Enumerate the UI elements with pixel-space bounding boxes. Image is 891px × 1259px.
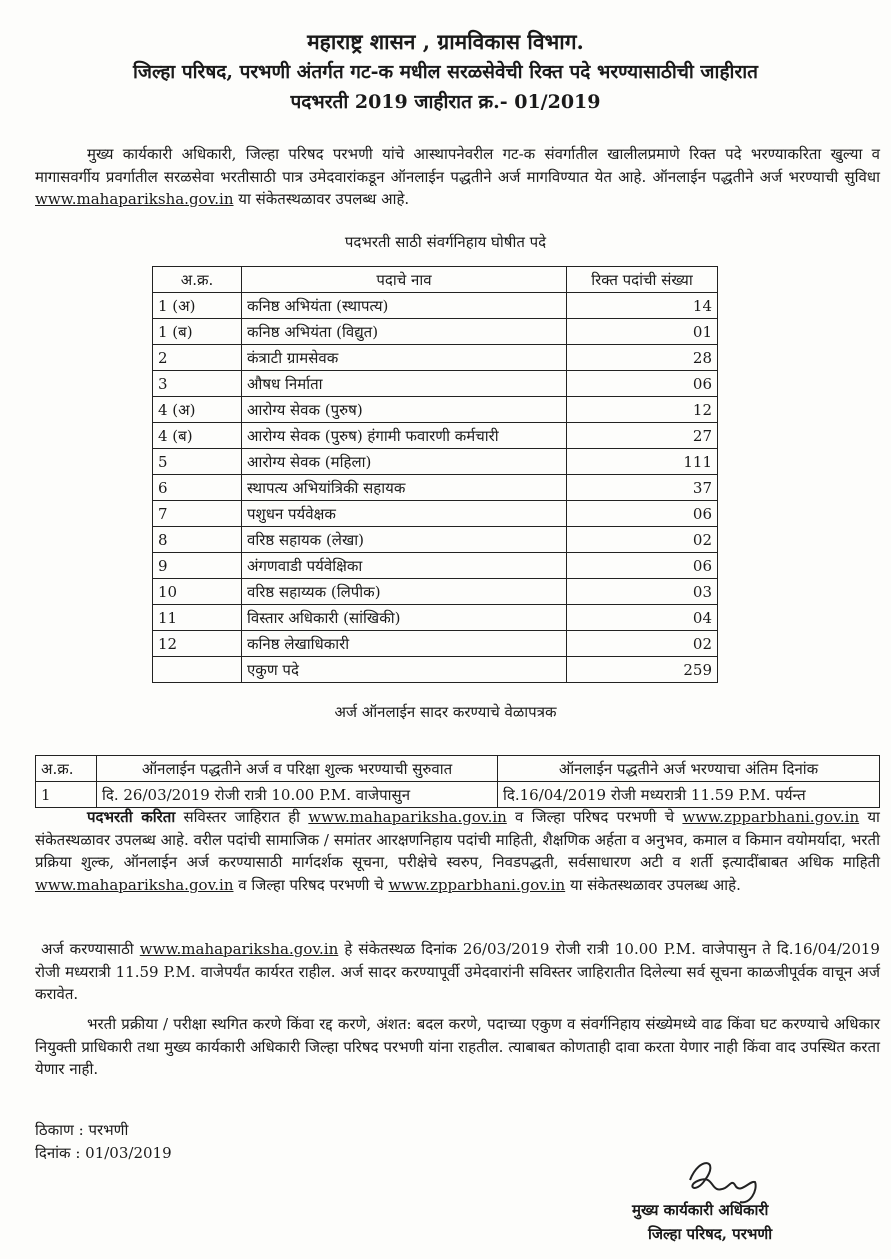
vacancies-cell: 02 [567,631,718,657]
header-start: ऑनलाईन पद्धतीने अर्ज व परिक्षा शुल्क भरण्याची सुरुवात [97,756,498,782]
post-name-cell: अंगणवाडी पर्यवेक्षिका [242,553,567,579]
post-name-cell: वरिष्ठ सहाय्यक (लिपीक) [242,579,567,605]
header-serial: अ.क्र. [36,756,97,782]
vacancies-cell: 111 [567,449,718,475]
schedule-serial: 1 [36,782,97,808]
intro-paragraph [35,143,880,211]
details-text: हे संकेतस्थळ दिनांक 26/03/2019 रोजी रात्री 10.00 P.M. वाजेपासुन ते दि.16/04/2019 रोजी मध्यरात्री 11.59 P.M. वाजेपर्यंत कार्यरत राहील. अर्ज सादर करण्यापूर्वी उमेदवारांनी सविस्तर जाहिरातीत दिलेल्या सर्व सूचना काळजीपूर्वक वाचून अर्ज करावेत. [35,940,880,1003]
rights-paragraph: भरती प्रक्रीया / परीक्षा स्थगित करणे किंवा रद्द करणे, अंशत: बदल करणे, पदाच्या एकुण व संवर्गनिहाय संख्येमध्ये वाढ किंवा घट करण्याचे अधिकार नियुक्ती प्राधिकारी तथा मुख्य कार्यकारी अधिकारी जिल्हा परिषद परभणी यांना राहतील. त्याबाबत कोणताही दावा करता येणार नाही किंवा वाद उपस्थित करता येणार नाही. [35,1015,880,1078]
mahapariksha-link[interactable]: www.mahapariksha.gov.in [308,808,507,826]
serial-cell: 6 [153,475,242,501]
zpparbhani-link[interactable]: www.zpparbhani.gov.in [388,875,566,894]
serial-cell: 4 (ब) [153,423,242,449]
details-text: या संकेतस्थळावर उपलब्ध आहे. वरील पदांची सामाजिक / समांतर आरक्षणनिहाय पदांची माहिती, शैक्षणिक अर्हता व अनुभव, कमाल व किमान वयोमर्यादा, भरती प्रक्रिया शुल्क, ऑनलाईन अर्ज करण्यासाठी मार्गदर्शक सूचना, परीक्षेचे स्वरुप, निवडपद्धती, सर्वसाधारण अटी व शर्ती इत्यादींबाबत अधिक माहिती [35,808,880,871]
serial-cell: 3 [153,371,242,397]
vacancies-cell: 12 [567,397,718,423]
mahapariksha-link[interactable]: www.mahapariksha.gov.in [35,190,234,208]
posts-table [152,266,718,683]
serial-cell: 1 (ब) [153,319,242,345]
header-vacancies: रिक्त पदांची संख्या [567,267,718,293]
details-text: सविस्तर जाहिरात ही [183,808,301,826]
vacancies-cell: 03 [567,579,718,605]
post-name-cell: आरोग्य सेवक (महिला) [242,449,567,475]
vacancies-cell: 28 [567,345,718,371]
serial-cell: 5 [153,449,242,475]
posts-table-caption: पदभरती साठी संवर्गनिहाय घोषीत पदे [344,233,547,251]
schedule-table-caption: अर्ज ऑनलाईन सादर करण्याचे वेळापत्रक [334,703,557,721]
post-name-cell: कनिष्ठ अभियंता (स्थापत्य) [242,293,567,319]
table-row [153,293,718,319]
table-row [153,657,718,683]
details-text: व जिल्हा परिषद परभणी चे [238,875,384,894]
table-row [153,527,718,553]
schedule-end: दि.16/04/2019 रोजी मध्यरात्री 11.59 P.M. पर्यन्त [498,782,880,808]
date: दिनांक : 01/03/2019 [35,1144,172,1162]
header-line-3: पदभरती 2019 जाहीरात क्र.- 01/2019 [290,91,601,113]
intro-text-end: या संकेतस्थळावर उपलब्ध आहे. [238,190,410,208]
vacancies-cell: 06 [567,371,718,397]
serial-cell: 2 [153,345,242,371]
table-row [153,397,718,423]
post-name-cell: पशुधन पर्यवेक्षक [242,501,567,527]
table-row [153,605,718,631]
table-row [153,423,718,449]
vacancies-cell: 04 [567,605,718,631]
vacancies-cell: 02 [567,527,718,553]
serial-cell: 9 [153,553,242,579]
vacancies-cell: 27 [567,423,718,449]
table-row [153,501,718,527]
serial-cell: 12 [153,631,242,657]
place: ठिकाण : परभणी [35,1121,129,1139]
table-row [153,371,718,397]
post-name-cell: एकुण पदे [242,657,567,683]
vacancies-cell: 14 [567,293,718,319]
serial-cell: 1 (अ) [153,293,242,319]
table-row [153,579,718,605]
header-end: ऑनलाईन पद्धतीने अर्ज भरण्याचा अंतिम दिनांक [498,756,880,782]
mahapariksha-link[interactable]: www.mahapariksha.gov.in [35,875,234,894]
table-row [153,475,718,501]
vacancies-cell: 37 [567,475,718,501]
post-name-cell: आरोग्य सेवक (पुरुष) हंगामी फवारणी कर्मचारी [242,423,567,449]
details-paragraph [35,806,880,896]
mahapariksha-link[interactable]: www.mahapariksha.gov.in [139,940,339,958]
vacancies-cell: 06 [567,553,718,579]
vacancies-cell: 259 [567,657,718,683]
details-text: या संकेतस्थळावर उपलब्ध आहे. [569,875,741,894]
table-row [153,345,718,371]
table-row [153,449,718,475]
serial-cell: 10 [153,579,242,605]
details-text: अर्ज करण्यासाठी [41,940,134,958]
signatory-office: जिल्हा परिषद, परभणी [648,1225,773,1243]
header-line-2: जिल्हा परिषद, परभणी अंतर्गत गट-क मधील सरळसेवेची रिक्त पदे भरण्यासाठीची जाहीरात [133,61,758,83]
details-lead: पदभरती करिता [87,808,176,826]
vacancies-cell: 01 [567,319,718,345]
table-row [153,631,718,657]
schedule-table [35,755,880,808]
zpparbhani-link[interactable]: www.zpparbhani.gov.in [682,808,860,826]
header-post-name: पदाचे नाव [242,267,567,293]
post-name-cell: वरिष्ठ सहायक (लेखा) [242,527,567,553]
vacancies-cell: 06 [567,501,718,527]
details-text: व जिल्हा परिषद परभणी चे [515,808,675,826]
header-serial: अ.क्र. [153,267,242,293]
post-name-cell: कनिष्ठ अभियंता (विद्युत) [242,319,567,345]
serial-cell [153,657,242,683]
post-name-cell: कंत्राटी ग्रामसेवक [242,345,567,371]
application-paragraph [35,938,880,1006]
serial-cell: 7 [153,501,242,527]
table-row [153,319,718,345]
table-row [153,553,718,579]
post-name-cell: कनिष्ठ लेखाधिकारी [242,631,567,657]
signatory-designation: मुख्य कार्यकारी अधिकारी [632,1201,769,1219]
post-name-cell: विस्तार अधिकारी (सांखिकी) [242,605,567,631]
post-name-cell: स्थापत्य अभियांत्रिकी सहायक [242,475,567,501]
post-name-cell: आरोग्य सेवक (पुरुष) [242,397,567,423]
intro-text: मुख्य कार्यकारी अधिकारी, जिल्हा परिषद परभणी यांचे आस्थापनेवरील गट-क संवर्गातील खालीलप्रमाणे रिक्त पदे भरण्याकरिता खुल्या व मागासवर्गीय प्रवर्गातील सरळसेवा भरतीसाठी पात्र उमेदवारांकडून ऑनलाईन पद्धतीने अर्ज मागविण्यात येत आहे. ऑनलाईन पद्धतीने अर्ज भरण्याची सुविधा [35,145,880,186]
serial-cell: 11 [153,605,242,631]
post-name-cell: औषध निर्माता [242,371,567,397]
schedule-start: दि. 26/03/2019 रोजी रात्री 10.00 P.M. वाजेपासुन [97,782,498,808]
serial-cell: 4 (अ) [153,397,242,423]
header-line-1: महाराष्ट्र शासन , ग्रामविकास विभाग. [307,29,584,54]
serial-cell: 8 [153,527,242,553]
